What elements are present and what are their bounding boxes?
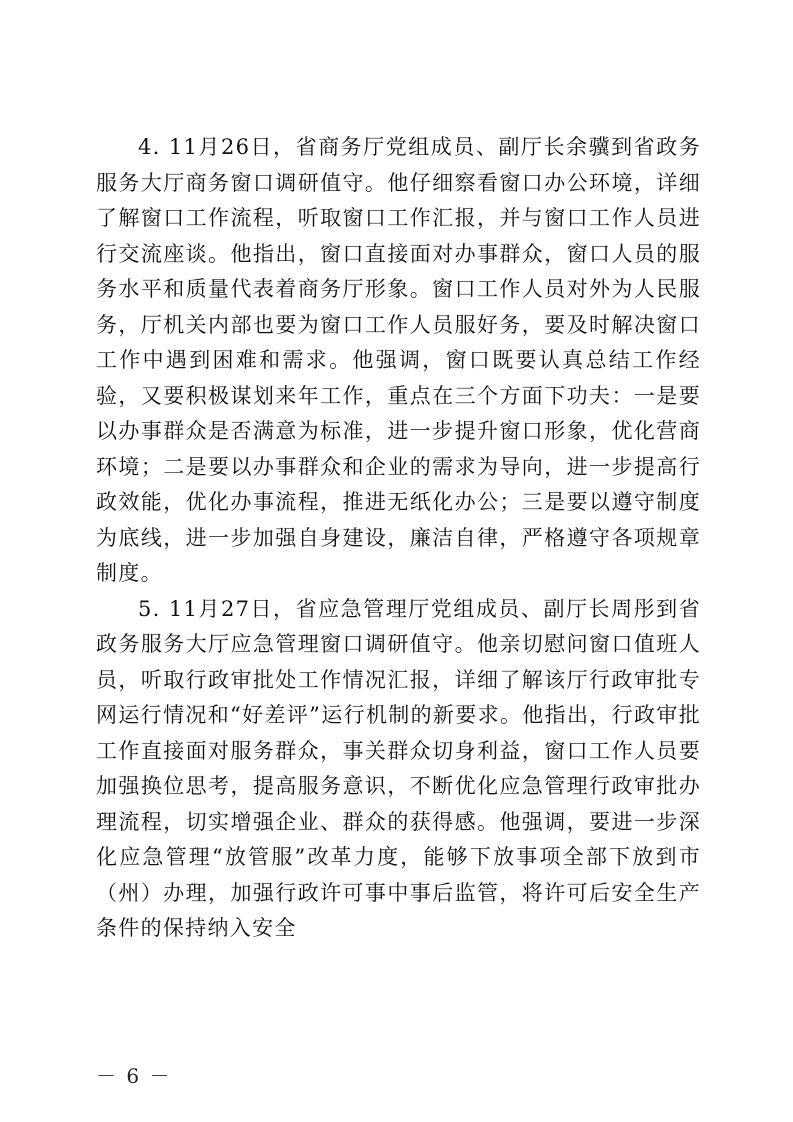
document-body — [96, 130, 701, 947]
paragraph-item-4: 4. 11月26日，省商务厅党组成员、副厅长余骥到省政务服务大厅商务窗口调研值守。他仔细察看窗口办公环境，详细了解窗口工作流程，听取窗口工作汇报，并与窗口工作人员进行交流座谈。他指出，窗口直接面对办事群众，窗口人员的服务水平和质量代表着商务厅形象。窗口工作人员对外为人民服务，厅机关内部也要为窗口工作人员服好务，要及时解决窗口工作中遇到困难和需求。他强调，窗口既要认真总结工作经验，又要积极谋划来年工作，重点在三个方面下功夫：一是要以办事群众是否满意为标准，进一步提升窗口形象，优化营商环境；二是要以办事群众和企业的需求为导向，进一步提高行政效能，优化办事流程，推进无纸化办公；三是要以遵守制度为底线，进一步加强自身建设，廉洁自律，严格遵守各项规章制度。 — [96, 135, 701, 585]
paragraph-item-5: 5. 11月27日，省应急管理厅党组成员、副厅长周彤到省政务服务大厅应急管理窗口调研值守。他亲切慰问窗口值班人员，听取行政审批处工作情况汇报，详细了解该厅行政审批专网运行情况和“好差评”运行机制的新要求。他指出，行政审批工作直接面对服务群众，事关群众切身利益，窗口工作人员要加强换位思考，提高服务意识，不断优化应急管理行政审批办理流程，切实增强企业、群众的获得感。他强调，要进一步深化应急管理“放管服”改革力度，能够下放事项全部下放到市（州）办理，加强行政许可事中事后监管，将许可后安全生产条件的保持纳入安全 — [96, 596, 701, 940]
page-number: － 6 － — [96, 1064, 172, 1088]
